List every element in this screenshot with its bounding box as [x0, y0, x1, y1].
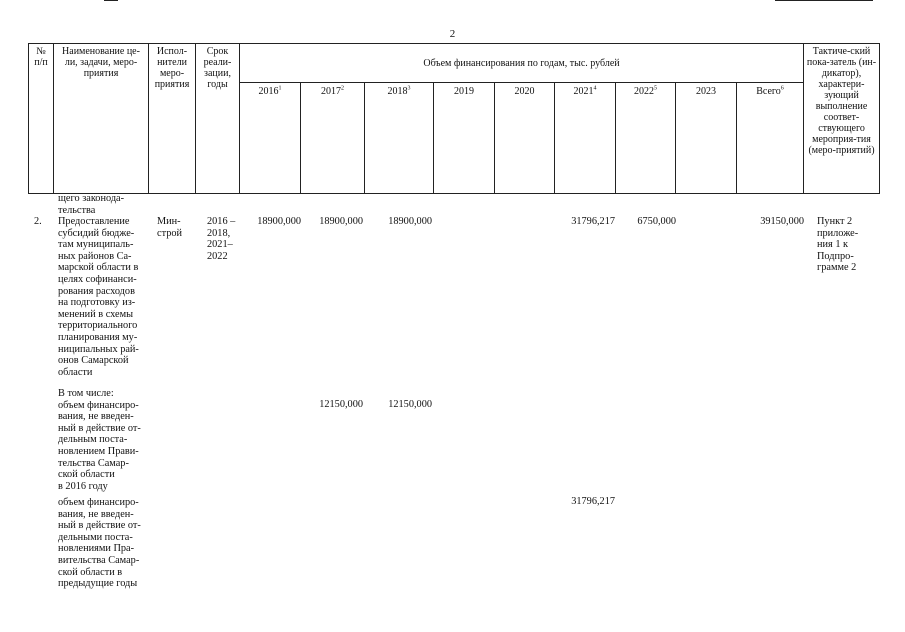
header-period: Срок реали-зации, годы	[196, 44, 240, 194]
header-executors: Испол-нители меро-приятия	[149, 44, 196, 194]
sub-row-name: В том числе: объем финансиро- вания, не введен- ный в действие от- дельным поста- новлением Прави- тельства Самар- ской области в 2016 году	[58, 388, 141, 492]
year-header: 2022$^5$	[616, 83, 676, 194]
sub-value-2021: 31796,217	[571, 496, 615, 507]
year-header: 2018$^3$	[365, 83, 434, 194]
sub-value-2017: 12150,000	[319, 399, 363, 410]
row-executor: Мин- строй	[157, 216, 183, 239]
header-financing: Объем финансирования по годам, тыс. рублей	[240, 44, 804, 83]
year-header: 2020	[495, 83, 555, 194]
value-2021: 31796,217	[571, 216, 615, 227]
row-number: 2.	[34, 216, 42, 227]
header-indicator: Тактиче-ский пока-затель (ин-дикатор), характери-зующий выполнение соответ-ствующего мероприя-тия (меро-приятий)	[804, 44, 880, 194]
value-2016: 18900,000	[257, 216, 301, 227]
value-total: 39150,000	[760, 216, 804, 227]
top-rule-right	[775, 0, 873, 1]
header-name: Наименование це-ли, задачи, меро-приятия	[54, 44, 149, 194]
top-rule-left	[104, 0, 118, 1]
year-header: 2016$^1$	[240, 83, 301, 194]
year-header-total: Всего$^6$	[737, 83, 804, 194]
value-2022: 6750,000	[637, 216, 676, 227]
year-header: 2019	[434, 83, 495, 194]
header-no: № п/п	[29, 44, 54, 194]
row-indicator: Пункт 2 приложе- ния 1 к Подпро- грамме 2	[817, 216, 859, 274]
sub-value-2018: 12150,000	[388, 399, 432, 410]
row-name: Предоставление субсидий бюдже- там муниципаль- ных районов Са- марской области в целях софинанси- рования расходов на подготовку из- менений в схемы территориального планирования му- ниципальных рай- онов Самарской области	[58, 216, 139, 378]
page-number: 2	[449, 28, 456, 40]
carry-over-text: щего законода- тельства	[58, 193, 125, 216]
row-period: 2016 – 2018, 2021– 2022	[207, 216, 236, 262]
year-header: 2023	[676, 83, 737, 194]
year-header: 2017$^2$	[301, 83, 365, 194]
value-2018: 18900,000	[388, 216, 432, 227]
value-2017: 18900,000	[319, 216, 363, 227]
sub-row-name: объем финансиро- вания, не введен- ный в действие от- дельными поста- новлениями Пра- вительства Самар- ской области в предыдущие годы	[58, 497, 141, 590]
year-header: 2021$^4$	[555, 83, 616, 194]
financing-table	[28, 43, 880, 194]
